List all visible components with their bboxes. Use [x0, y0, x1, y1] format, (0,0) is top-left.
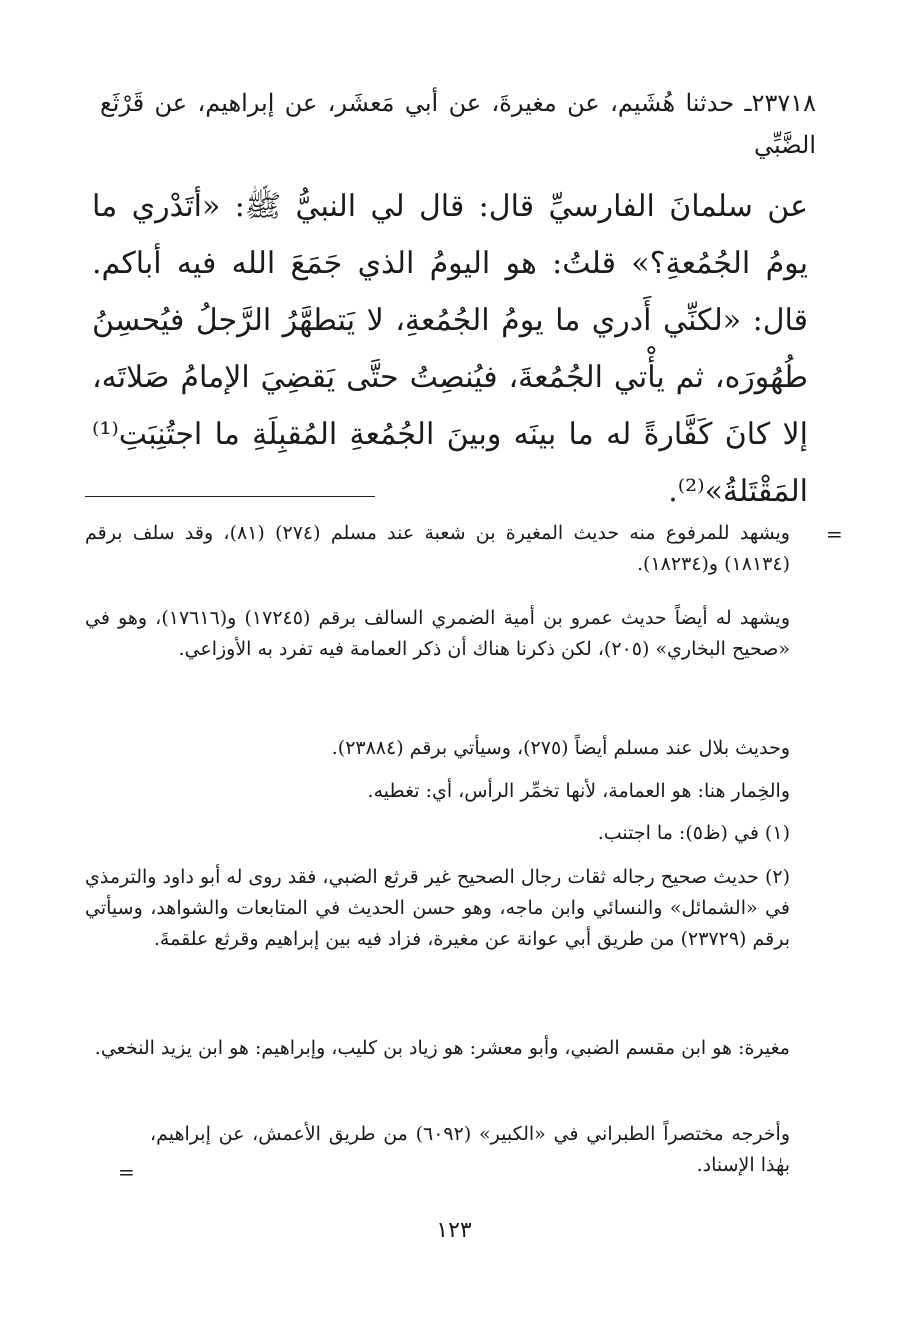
hadith-matn: عن سلمانَ الفارسيِّ قال: قال لي النبيُّ ﷺ: «أتَدْري ما يومُ الجُمُعةِ؟» قلتُ: هو اليومُ الذي جَمَعَ الله فيه أباكم. قال: «لكنِّي أَدري ما يومُ الجُمُعةِ، لا يَتطهَّرُ الرَّجلُ فيُحسِنُ طُهُورَه، ثم يأْتي الجُمُعةَ، فيُنصِتُ حتَّى يَقضِيَ الإمامُ صَلاتَه، إلا كانَ كَفَّارةً له ما بينَه وبينَ الجُمُعةِ المُقبِلَةِ ما اجتُنِبَتِ⁽¹⁾ المَقْتَلةُ»⁽²⁾.	[92, 189, 808, 509]
footnote-1: (١) في (ظ٥): ما اجتنب.	[597, 822, 790, 844]
footnote-paragraph: وحديث بلال عند مسلم أيضاً (٢٧٥)، وسيأتي برقم (٢٣٨٨٤).	[331, 737, 790, 759]
footnote-2: (٢) حديث صحيح رجاله ثقات رجال الصحيح غير قرثع الضبي، فقد روى له أبو داود والترمذي في «الشمائل» والنسائي وابن ماجه، وهو حسن الحديث في المتابعات والشواهد، وسيأتي برقم (٢٣٧٢٩) من طريق أبي عوانة عن مغيرة، فزاد فيه بين إبراهيم وقرثع علقمةَ.	[85, 866, 790, 950]
end-continuation-mark: =	[118, 1160, 135, 1184]
footnote-paragraph: ويشهد للمرفوع منه حديث المغيرة بن شعبة عند مسلم (٢٧٤) (٨١)، وقد سلف برقم (١٨١٣٤) و(١٨٢٣٤).	[85, 522, 790, 575]
footnote-separator	[85, 496, 375, 497]
hadith-isnad: ٢٣٧١٨ـ حدثنا هُشَيم، عن مغيرةَ، عن أبي مَعشَر، عن إبراهيم، عن قَرْثَع الضَّبِّي	[100, 89, 816, 159]
page-number: ١٢٣	[436, 1218, 472, 1243]
footnote-paragraph: وأخرجه مختصراً الطبراني في «الكبير» (٦٠٩٢) من طريق الأعمش، عن إبراهيم، بهٰذا الإسناد.	[150, 1123, 790, 1176]
footnote-paragraph: ويشهد له أيضاً حديث عمرو بن أمية الضمري السالف برقم (١٧٢٤٥) و(١٧٦١٦)، وهو في «صحيح البخاري» (٢٠٥)، لكن ذكرنا هناك أن ذكر العمامة فيه تفرد به الأوزاعي.	[85, 607, 790, 660]
continuation-mark: =	[826, 522, 843, 546]
footnote-paragraph: والخِمار هنا: هو العمامة، لأنها تخمِّر الرأس، أي: تغطيه.	[367, 780, 790, 802]
footnote-paragraph: مغيرة: هو ابن مقسم الضبي، وأبو معشر: هو زياد بن كليب، وإبراهيم: هو ابن يزيد النخعي.	[94, 1037, 790, 1059]
